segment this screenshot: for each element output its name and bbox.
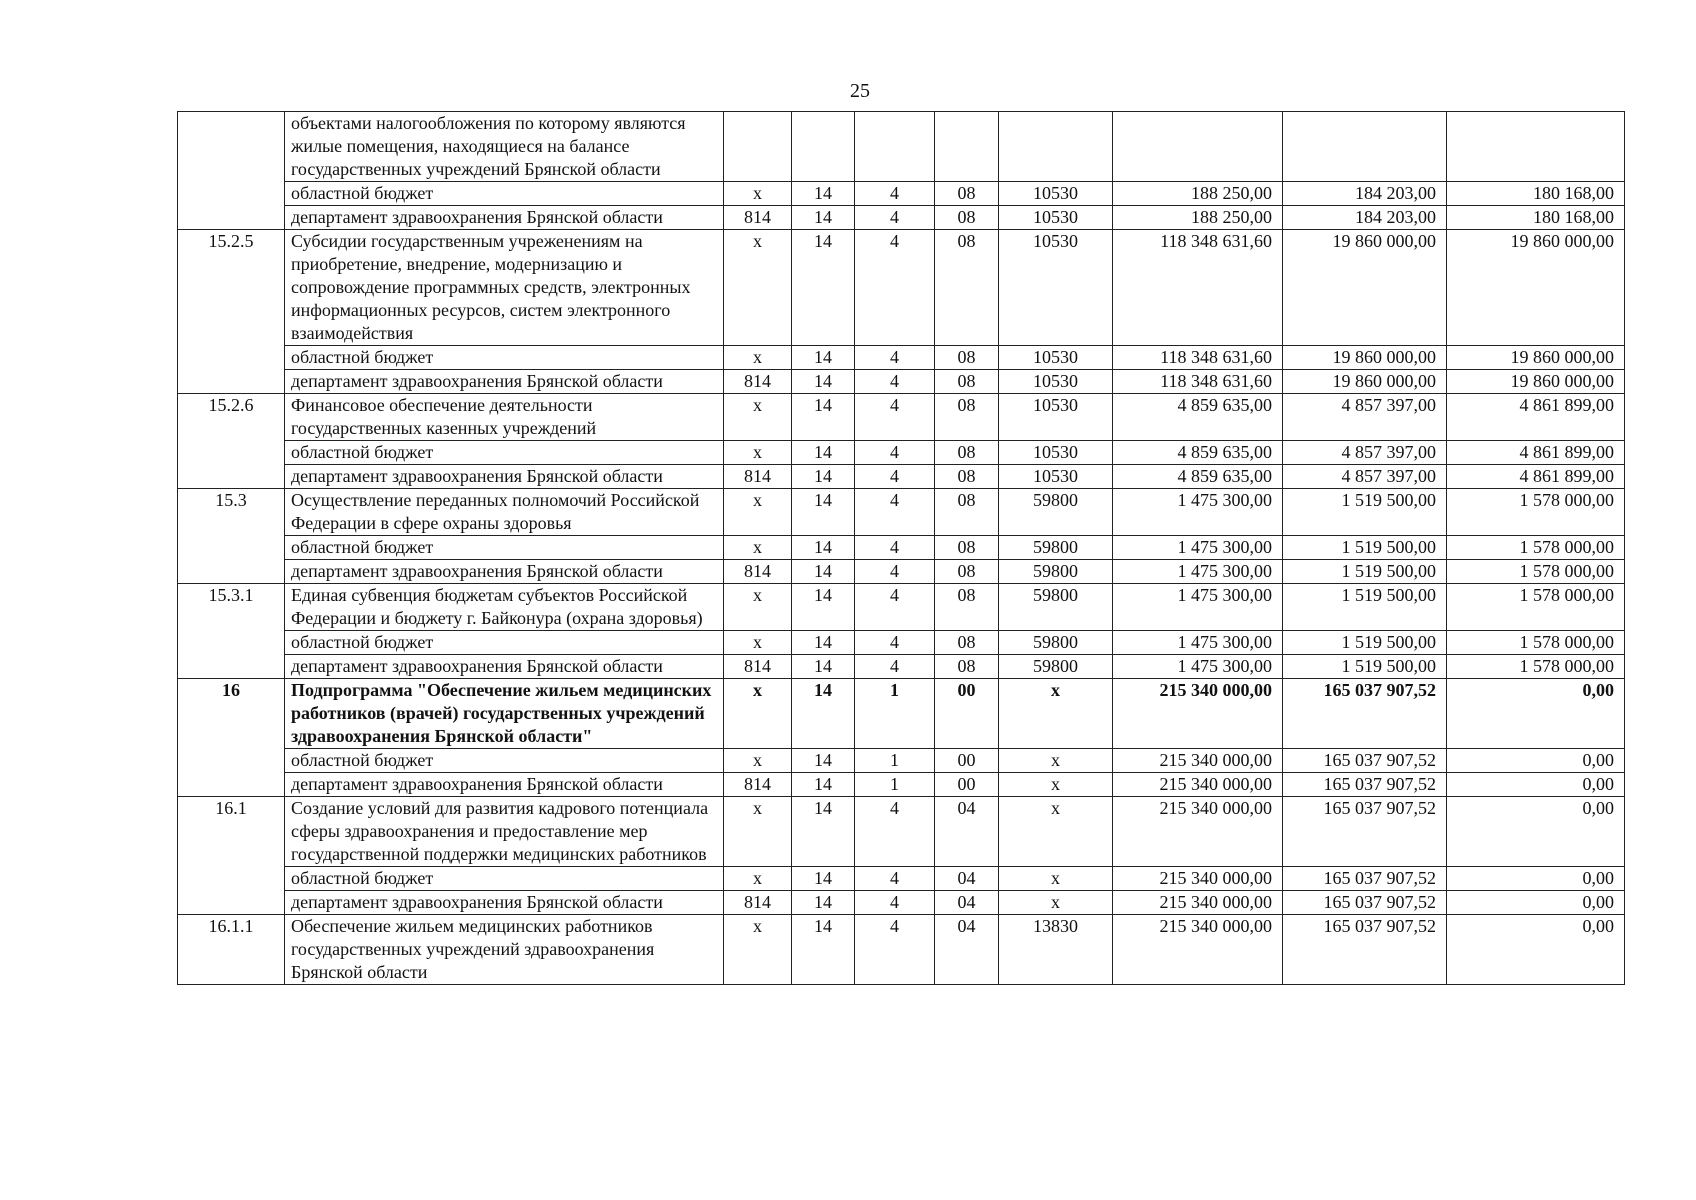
year3-amount-cell: 0,00 bbox=[1447, 797, 1625, 867]
item-number-cell: 15.2.5 bbox=[178, 230, 285, 394]
year2-amount-cell: 165 037 907,52 bbox=[1283, 773, 1447, 797]
om-cell: 08 bbox=[935, 370, 999, 394]
table-row bbox=[178, 465, 1625, 489]
item-name-cell: Финансовое обеспечение деятельности государственных казенных учреждений bbox=[285, 394, 724, 441]
code-cell: 59800 bbox=[999, 584, 1113, 631]
item-name-cell: областной бюджет bbox=[285, 536, 724, 560]
table-row bbox=[178, 797, 1625, 867]
table-row bbox=[178, 112, 1625, 182]
code-cell bbox=[999, 112, 1113, 182]
om-cell: 04 bbox=[935, 867, 999, 891]
year2-amount-cell: 4 857 397,00 bbox=[1283, 441, 1447, 465]
gp-cell: 14 bbox=[792, 584, 855, 631]
item-number-cell: 16 bbox=[178, 679, 285, 797]
item-name-cell: областной бюджет bbox=[285, 749, 724, 773]
year1-amount-cell: 4 859 635,00 bbox=[1113, 441, 1283, 465]
year3-amount-cell: 19 860 000,00 bbox=[1447, 346, 1625, 370]
grbs-cell: х bbox=[724, 182, 792, 206]
item-name-cell: департамент здравоохранения Брянской области bbox=[285, 370, 724, 394]
code-cell: 10530 bbox=[999, 370, 1113, 394]
pp-cell: 4 bbox=[855, 655, 935, 679]
year2-amount-cell: 165 037 907,52 bbox=[1283, 749, 1447, 773]
year1-amount-cell: 215 340 000,00 bbox=[1113, 915, 1283, 985]
gp-cell: 14 bbox=[792, 773, 855, 797]
year3-amount-cell: 180 168,00 bbox=[1447, 182, 1625, 206]
item-name-cell: Подпрограмма "Обеспечение жильем медицинских работников (врачей) государственных учреждений здравоохранения Брянской области" bbox=[285, 679, 724, 749]
code-cell: х bbox=[999, 773, 1113, 797]
year1-amount-cell: 4 859 635,00 bbox=[1113, 394, 1283, 441]
gp-cell: 14 bbox=[792, 560, 855, 584]
table-row bbox=[178, 230, 1625, 346]
grbs-cell: 814 bbox=[724, 560, 792, 584]
om-cell: 08 bbox=[935, 465, 999, 489]
budget-table bbox=[177, 111, 1625, 985]
year2-amount-cell: 1 519 500,00 bbox=[1283, 536, 1447, 560]
pp-cell: 1 bbox=[855, 773, 935, 797]
table-row bbox=[178, 346, 1625, 370]
grbs-cell: х bbox=[724, 749, 792, 773]
year2-amount-cell: 19 860 000,00 bbox=[1283, 230, 1447, 346]
pp-cell: 4 bbox=[855, 915, 935, 985]
year1-amount-cell: 4 859 635,00 bbox=[1113, 465, 1283, 489]
year1-amount-cell: 1 475 300,00 bbox=[1113, 631, 1283, 655]
pp-cell: 4 bbox=[855, 536, 935, 560]
year3-amount-cell: 4 861 899,00 bbox=[1447, 441, 1625, 465]
year3-amount-cell: 4 861 899,00 bbox=[1447, 394, 1625, 441]
grbs-cell: х bbox=[724, 631, 792, 655]
gp-cell: 14 bbox=[792, 489, 855, 536]
code-cell: х bbox=[999, 867, 1113, 891]
table-row bbox=[178, 206, 1625, 230]
om-cell: 04 bbox=[935, 797, 999, 867]
pp-cell: 4 bbox=[855, 230, 935, 346]
gp-cell: 14 bbox=[792, 867, 855, 891]
year2-amount-cell: 1 519 500,00 bbox=[1283, 584, 1447, 631]
table-row bbox=[178, 489, 1625, 536]
year2-amount-cell: 19 860 000,00 bbox=[1283, 370, 1447, 394]
year2-amount-cell: 165 037 907,52 bbox=[1283, 797, 1447, 867]
pp-cell: 4 bbox=[855, 206, 935, 230]
year3-amount-cell: 0,00 bbox=[1447, 915, 1625, 985]
table-row bbox=[178, 441, 1625, 465]
item-number-cell: 15.3 bbox=[178, 489, 285, 584]
gp-cell: 14 bbox=[792, 655, 855, 679]
year1-amount-cell: 215 340 000,00 bbox=[1113, 867, 1283, 891]
item-name-cell: областной бюджет bbox=[285, 867, 724, 891]
gp-cell: 14 bbox=[792, 346, 855, 370]
year3-amount-cell: 1 578 000,00 bbox=[1447, 489, 1625, 536]
pp-cell bbox=[855, 112, 935, 182]
table-body bbox=[178, 112, 1625, 985]
pp-cell: 4 bbox=[855, 465, 935, 489]
om-cell: 08 bbox=[935, 489, 999, 536]
pp-cell: 4 bbox=[855, 584, 935, 631]
om-cell bbox=[935, 112, 999, 182]
year1-amount-cell: 215 340 000,00 bbox=[1113, 773, 1283, 797]
grbs-cell: х bbox=[724, 489, 792, 536]
code-cell: 10530 bbox=[999, 441, 1113, 465]
grbs-cell: х bbox=[724, 915, 792, 985]
grbs-cell: 814 bbox=[724, 655, 792, 679]
om-cell: 08 bbox=[935, 346, 999, 370]
year2-amount-cell: 1 519 500,00 bbox=[1283, 560, 1447, 584]
om-cell: 00 bbox=[935, 749, 999, 773]
grbs-cell: 814 bbox=[724, 891, 792, 915]
year3-amount-cell: 1 578 000,00 bbox=[1447, 584, 1625, 631]
table-row bbox=[178, 915, 1625, 985]
year3-amount-cell: 1 578 000,00 bbox=[1447, 560, 1625, 584]
item-name-cell: департамент здравоохранения Брянской области bbox=[285, 891, 724, 915]
item-name-cell: Осуществление переданных полномочий Российской Федерации в сфере охраны здоровья bbox=[285, 489, 724, 536]
pp-cell: 1 bbox=[855, 679, 935, 749]
table-row bbox=[178, 867, 1625, 891]
year3-amount-cell: 4 861 899,00 bbox=[1447, 465, 1625, 489]
year3-amount-cell: 180 168,00 bbox=[1447, 206, 1625, 230]
code-cell: 59800 bbox=[999, 655, 1113, 679]
year2-amount-cell: 4 857 397,00 bbox=[1283, 394, 1447, 441]
pp-cell: 4 bbox=[855, 441, 935, 465]
pp-cell: 4 bbox=[855, 891, 935, 915]
table-row bbox=[178, 182, 1625, 206]
item-name-cell: Субсидии государственным учреженениям на приобретение, внедрение, модернизацию и сопровождение программных средств, электронных информационных ресурсов, систем электронного взаимодействия bbox=[285, 230, 724, 346]
year1-amount-cell: 188 250,00 bbox=[1113, 206, 1283, 230]
item-name-cell: департамент здравоохранения Брянской области bbox=[285, 206, 724, 230]
item-number-cell: 15.3.1 bbox=[178, 584, 285, 679]
item-name-cell: областной бюджет bbox=[285, 346, 724, 370]
item-name-cell: Обеспечение жильем медицинских работников государственных учреждений здравоохранения Брянской области bbox=[285, 915, 724, 985]
om-cell: 08 bbox=[935, 441, 999, 465]
year3-amount-cell: 1 578 000,00 bbox=[1447, 536, 1625, 560]
item-name-cell: областной бюджет bbox=[285, 441, 724, 465]
year3-amount-cell: 1 578 000,00 bbox=[1447, 631, 1625, 655]
year3-amount-cell: 0,00 bbox=[1447, 749, 1625, 773]
gp-cell: 14 bbox=[792, 206, 855, 230]
code-cell: 59800 bbox=[999, 536, 1113, 560]
year2-amount-cell: 19 860 000,00 bbox=[1283, 346, 1447, 370]
item-name-cell: департамент здравоохранения Брянской области bbox=[285, 655, 724, 679]
year1-amount-cell: 215 340 000,00 bbox=[1113, 749, 1283, 773]
table-row bbox=[178, 891, 1625, 915]
table-row bbox=[178, 631, 1625, 655]
pp-cell: 4 bbox=[855, 560, 935, 584]
item-name-cell: департамент здравоохранения Брянской области bbox=[285, 465, 724, 489]
gp-cell: 14 bbox=[792, 749, 855, 773]
code-cell: 59800 bbox=[999, 631, 1113, 655]
code-cell: 13830 bbox=[999, 915, 1113, 985]
pp-cell: 4 bbox=[855, 182, 935, 206]
gp-cell: 14 bbox=[792, 441, 855, 465]
code-cell: 10530 bbox=[999, 346, 1113, 370]
gp-cell: 14 bbox=[792, 891, 855, 915]
pp-cell: 4 bbox=[855, 394, 935, 441]
grbs-cell: х bbox=[724, 536, 792, 560]
page-number: 25 bbox=[850, 80, 870, 102]
item-name-cell: объектами налогообложения по которому являются жилые помещения, находящиеся на балансе государственных учреждений Брянской области bbox=[285, 112, 724, 182]
item-number-cell: 15.2.6 bbox=[178, 394, 285, 489]
year1-amount-cell: 215 340 000,00 bbox=[1113, 679, 1283, 749]
gp-cell: 14 bbox=[792, 465, 855, 489]
code-cell: 10530 bbox=[999, 230, 1113, 346]
year1-amount-cell: 215 340 000,00 bbox=[1113, 797, 1283, 867]
year1-amount-cell: 1 475 300,00 bbox=[1113, 584, 1283, 631]
gp-cell: 14 bbox=[792, 536, 855, 560]
om-cell: 08 bbox=[935, 560, 999, 584]
code-cell: 10530 bbox=[999, 206, 1113, 230]
code-cell: 59800 bbox=[999, 489, 1113, 536]
grbs-cell: х bbox=[724, 797, 792, 867]
year3-amount-cell bbox=[1447, 112, 1625, 182]
item-name-cell: Создание условий для развития кадрового потенциала сферы здравоохранения и предоставление мер государственной поддержки медицинских работников bbox=[285, 797, 724, 867]
year1-amount-cell: 1 475 300,00 bbox=[1113, 655, 1283, 679]
grbs-cell: х bbox=[724, 679, 792, 749]
om-cell: 08 bbox=[935, 631, 999, 655]
year2-amount-cell: 165 037 907,52 bbox=[1283, 679, 1447, 749]
table-row bbox=[178, 370, 1625, 394]
code-cell: 10530 bbox=[999, 394, 1113, 441]
gp-cell bbox=[792, 112, 855, 182]
year2-amount-cell: 4 857 397,00 bbox=[1283, 465, 1447, 489]
om-cell: 08 bbox=[935, 655, 999, 679]
pp-cell: 1 bbox=[855, 749, 935, 773]
gp-cell: 14 bbox=[792, 394, 855, 441]
year3-amount-cell: 19 860 000,00 bbox=[1447, 370, 1625, 394]
year2-amount-cell: 184 203,00 bbox=[1283, 206, 1447, 230]
year2-amount-cell bbox=[1283, 112, 1447, 182]
gp-cell: 14 bbox=[792, 797, 855, 867]
pp-cell: 4 bbox=[855, 797, 935, 867]
year1-amount-cell: 118 348 631,60 bbox=[1113, 370, 1283, 394]
item-number-cell: 16.1 bbox=[178, 797, 285, 915]
om-cell: 04 bbox=[935, 891, 999, 915]
year1-amount-cell: 118 348 631,60 bbox=[1113, 230, 1283, 346]
pp-cell: 4 bbox=[855, 346, 935, 370]
grbs-cell: х bbox=[724, 346, 792, 370]
year1-amount-cell: 215 340 000,00 bbox=[1113, 891, 1283, 915]
table-row bbox=[178, 655, 1625, 679]
year2-amount-cell: 1 519 500,00 bbox=[1283, 489, 1447, 536]
om-cell: 00 bbox=[935, 679, 999, 749]
pp-cell: 4 bbox=[855, 370, 935, 394]
pp-cell: 4 bbox=[855, 867, 935, 891]
code-cell: х bbox=[999, 749, 1113, 773]
year2-amount-cell: 184 203,00 bbox=[1283, 182, 1447, 206]
om-cell: 08 bbox=[935, 230, 999, 346]
table-row bbox=[178, 679, 1625, 749]
code-cell: х bbox=[999, 679, 1113, 749]
item-name-cell: Единая субвенция бюджетам субъектов Российской Федерации и бюджету г. Байконура (охрана здоровья) bbox=[285, 584, 724, 631]
om-cell: 08 bbox=[935, 394, 999, 441]
code-cell: х bbox=[999, 797, 1113, 867]
year2-amount-cell: 165 037 907,52 bbox=[1283, 915, 1447, 985]
year1-amount-cell: 118 348 631,60 bbox=[1113, 346, 1283, 370]
grbs-cell: 814 bbox=[724, 370, 792, 394]
grbs-cell: х bbox=[724, 230, 792, 346]
grbs-cell: х bbox=[724, 394, 792, 441]
item-name-cell: департамент здравоохранения Брянской области bbox=[285, 773, 724, 797]
year2-amount-cell: 1 519 500,00 bbox=[1283, 655, 1447, 679]
table-row bbox=[178, 560, 1625, 584]
year3-amount-cell: 19 860 000,00 bbox=[1447, 230, 1625, 346]
gp-cell: 14 bbox=[792, 182, 855, 206]
year1-amount-cell: 1 475 300,00 bbox=[1113, 489, 1283, 536]
gp-cell: 14 bbox=[792, 915, 855, 985]
item-name-cell: департамент здравоохранения Брянской области bbox=[285, 560, 724, 584]
gp-cell: 14 bbox=[792, 230, 855, 346]
year3-amount-cell: 1 578 000,00 bbox=[1447, 655, 1625, 679]
year3-amount-cell: 0,00 bbox=[1447, 891, 1625, 915]
item-number-cell: 16.1.1 bbox=[178, 915, 285, 985]
year3-amount-cell: 0,00 bbox=[1447, 867, 1625, 891]
table-row bbox=[178, 536, 1625, 560]
grbs-cell: 814 bbox=[724, 206, 792, 230]
gp-cell: 14 bbox=[792, 370, 855, 394]
year3-amount-cell: 0,00 bbox=[1447, 773, 1625, 797]
pp-cell: 4 bbox=[855, 631, 935, 655]
year2-amount-cell: 1 519 500,00 bbox=[1283, 631, 1447, 655]
grbs-cell: х bbox=[724, 584, 792, 631]
code-cell: х bbox=[999, 891, 1113, 915]
year2-amount-cell: 165 037 907,52 bbox=[1283, 891, 1447, 915]
table-row bbox=[178, 584, 1625, 631]
code-cell: 10530 bbox=[999, 182, 1113, 206]
table-row bbox=[178, 773, 1625, 797]
pp-cell: 4 bbox=[855, 489, 935, 536]
gp-cell: 14 bbox=[792, 631, 855, 655]
year1-amount-cell: 188 250,00 bbox=[1113, 182, 1283, 206]
grbs-cell: х bbox=[724, 867, 792, 891]
year2-amount-cell: 165 037 907,52 bbox=[1283, 867, 1447, 891]
om-cell: 08 bbox=[935, 206, 999, 230]
om-cell: 08 bbox=[935, 584, 999, 631]
om-cell: 08 bbox=[935, 536, 999, 560]
table-row bbox=[178, 394, 1625, 441]
code-cell: 59800 bbox=[999, 560, 1113, 584]
grbs-cell: 814 bbox=[724, 465, 792, 489]
grbs-cell: 814 bbox=[724, 773, 792, 797]
year3-amount-cell: 0,00 bbox=[1447, 679, 1625, 749]
year1-amount-cell bbox=[1113, 112, 1283, 182]
item-name-cell: областной бюджет bbox=[285, 182, 724, 206]
grbs-cell: х bbox=[724, 441, 792, 465]
year1-amount-cell: 1 475 300,00 bbox=[1113, 560, 1283, 584]
item-name-cell: областной бюджет bbox=[285, 631, 724, 655]
om-cell: 00 bbox=[935, 773, 999, 797]
om-cell: 04 bbox=[935, 915, 999, 985]
item-number-cell bbox=[178, 112, 285, 230]
gp-cell: 14 bbox=[792, 679, 855, 749]
table-row bbox=[178, 749, 1625, 773]
grbs-cell bbox=[724, 112, 792, 182]
year1-amount-cell: 1 475 300,00 bbox=[1113, 536, 1283, 560]
code-cell: 10530 bbox=[999, 465, 1113, 489]
om-cell: 08 bbox=[935, 182, 999, 206]
